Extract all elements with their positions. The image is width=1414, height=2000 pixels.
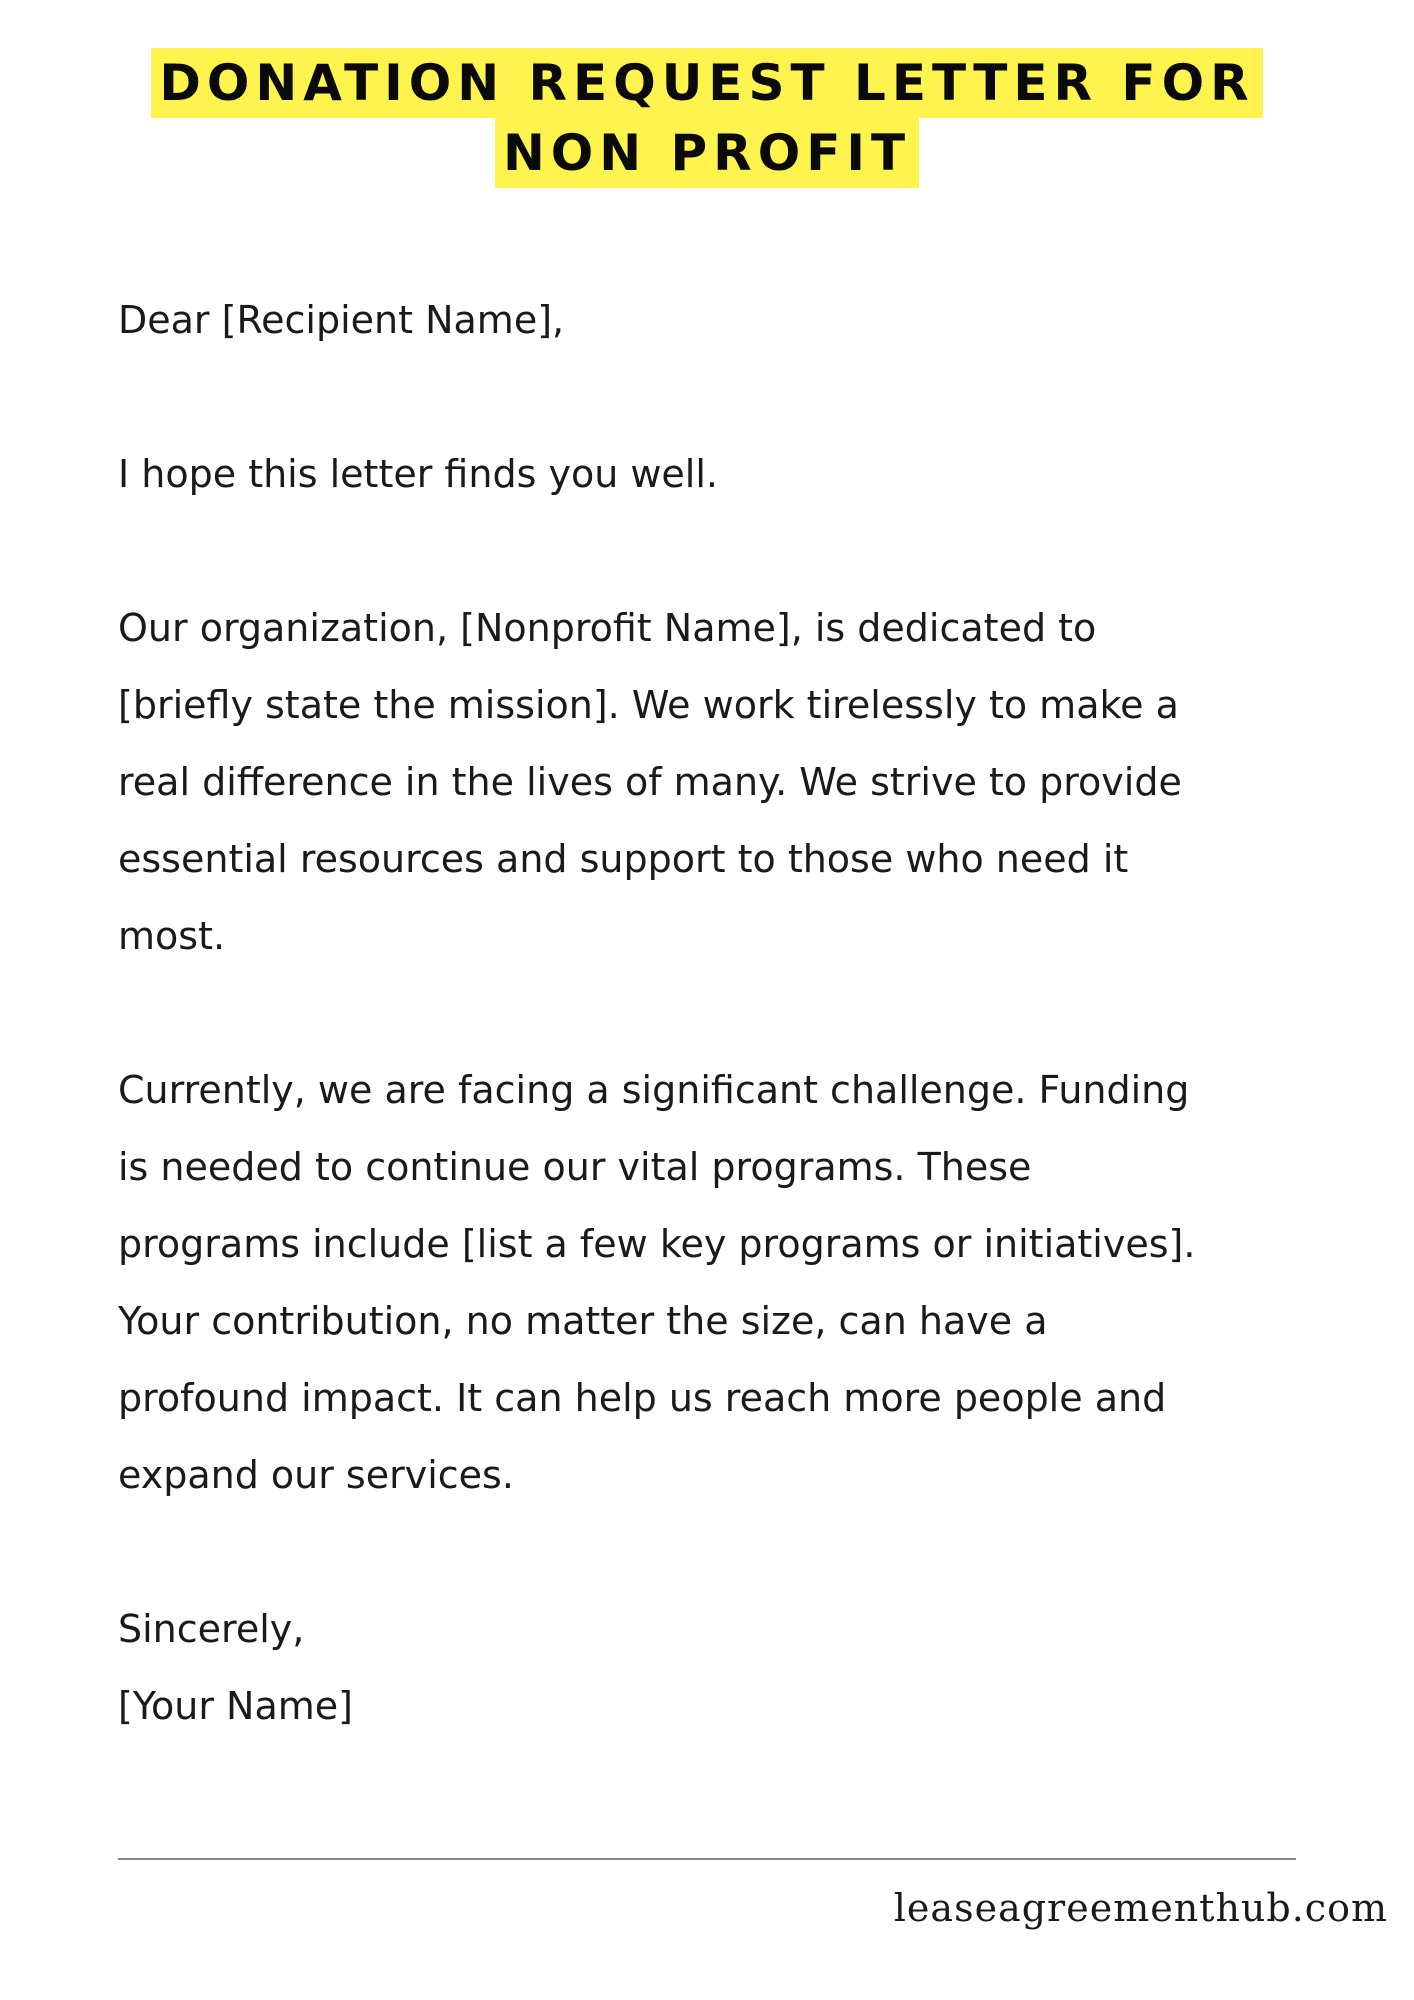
closing: Sincerely, [118, 1607, 305, 1651]
greeting: Dear [Recipient Name], [118, 298, 565, 342]
title-line-2: NON PROFIT [495, 118, 919, 188]
page-title [0, 48, 1414, 188]
opening-line: I hope this letter finds you well. [118, 452, 719, 496]
signature: [Your Name] [118, 1684, 353, 1728]
footer-website: leaseagreementhub.com [893, 1886, 1388, 1930]
title-line-1: DONATION REQUEST LETTER FOR [151, 48, 1262, 118]
paragraph-request: Currently, we are facing a significant challenge. Funding is needed to continue our vital programs. These programs include [list a few key programs or initiatives]. Your contribution, no matter the size, can have a profound impact. It can help us reach more people and expand our services. [118, 1068, 1196, 1497]
letter-body [118, 282, 1338, 1745]
footer-divider [118, 1858, 1296, 1860]
paragraph-mission: Our organization, [Nonprofit Name], is dedicated to [briefly state the mission]. We work tirelessly to make a real difference in the lives of many. We strive to provide essential resources and support to those who need it most. [118, 606, 1182, 958]
